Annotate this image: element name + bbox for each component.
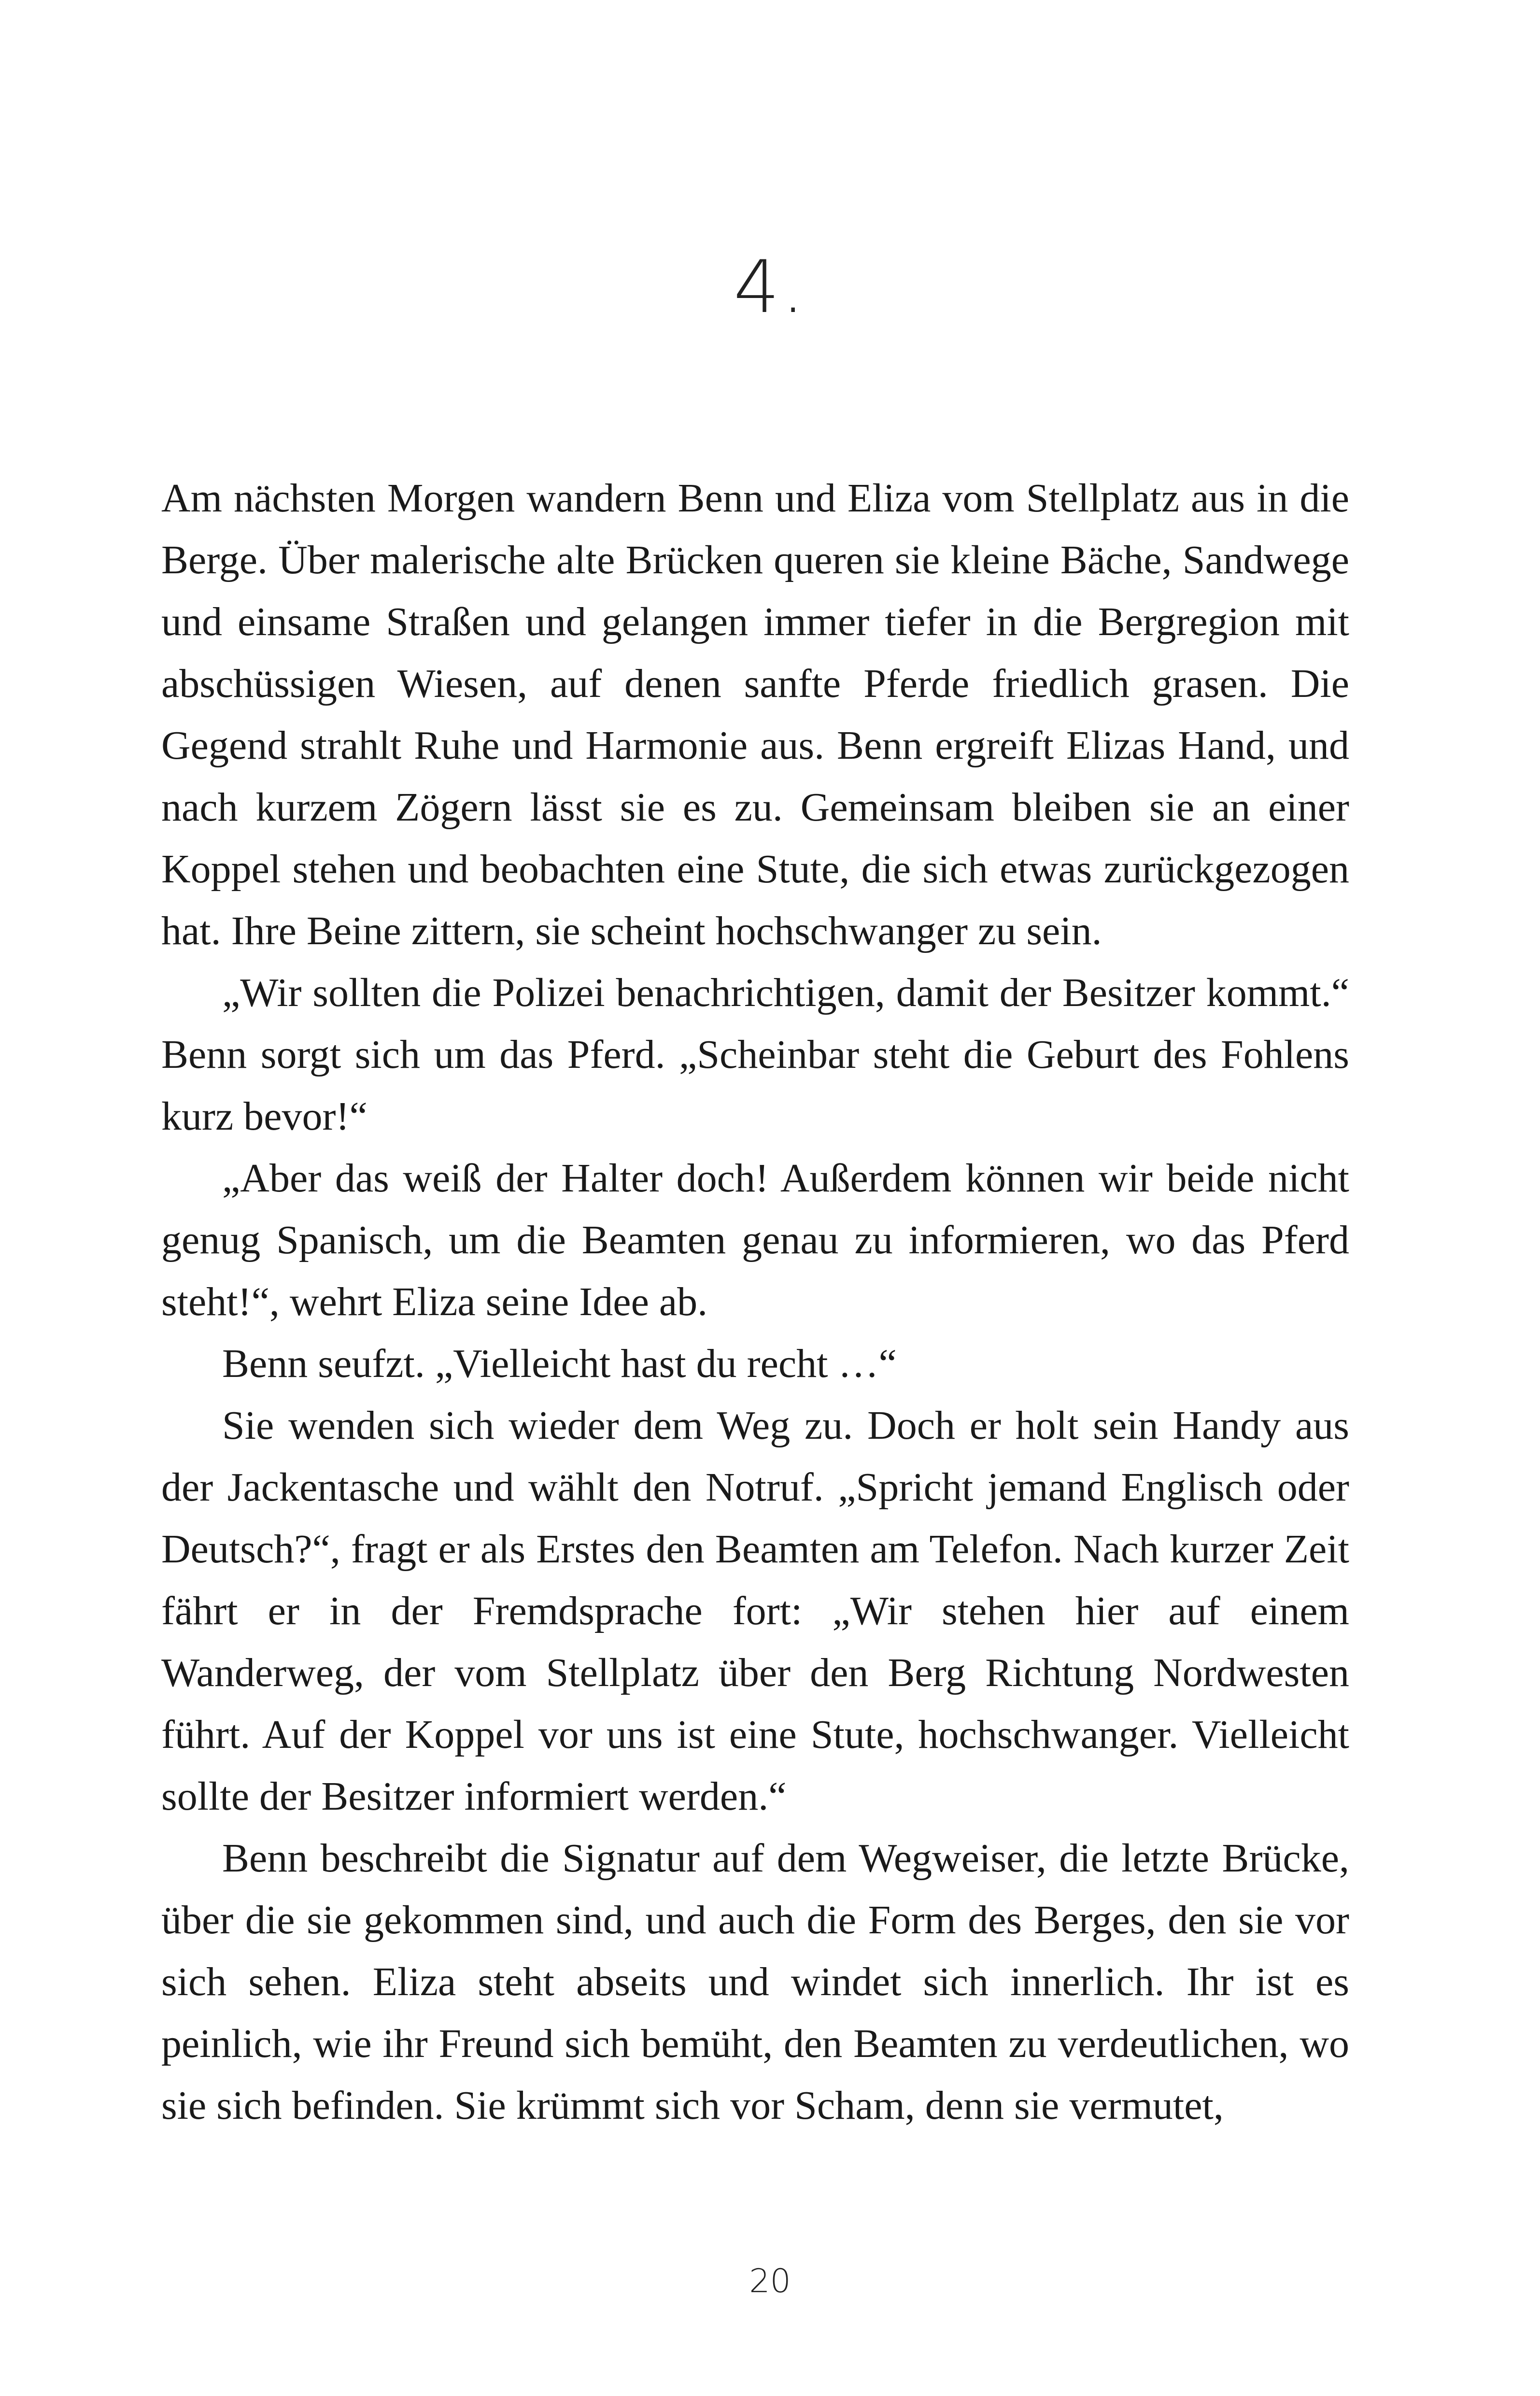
paragraph-1: Am nächsten Morgen wandern Benn und Eliza vom Stellplatz aus in die Berge. Über malerische alte Brücken queren sie kleine Bäche, Sandwege und einsame Straßen und gelangen immer tiefer in die Bergregion mit abschüssigen Wiesen, auf denen sanfte Pferde friedlich grasen. Die Gegend strahlt Ruhe und Harmonie aus. Benn ergreift Elizas Hand, und nach kurzem Zögern lässt sie es zu. Gemeinsam bleiben sie an einer Koppel stehen und beobachten eine Stute, die sich etwas zurückgezogen hat. Ihre Beine zittern, sie scheint hochschwanger zu sein. [161, 476, 1349, 953]
body-text [161, 468, 1349, 2137]
chapter-number: 4. [733, 245, 807, 329]
paragraph-5: Sie wenden sich wieder dem Weg zu. Doch er holt sein Handy aus der Jackentasche und wählt den Notruf. „Spricht jemand Englisch oder Deutsch?“, fragt er als Erstes den Beamten am Telefon. Nach kurzer Zeit fährt er in der Fremdsprache fort: „Wir stehen hier auf einem Wanderweg, der vom Stellplatz über den Berg Richtung Nordwesten führt. Auf der Koppel vor uns ist eine Stute, hochschwanger. Vielleicht sollte der Besitzer informiert werden.“ [161, 1403, 1349, 1819]
paragraph-4: Benn seufzt. „Vielleicht hast du recht …“ [222, 1341, 897, 1386]
page-number: 20 [749, 2262, 791, 2300]
paragraph-2: „Wir sollten die Polizei benachrichtigen, damit der Besitzer kommt.“ Benn sorgt sich um das Pferd. „Scheinbar steht die Geburt des Fohlens kurz bevor!“ [161, 970, 1349, 1139]
paragraph-3: „Aber das weiß der Halter doch! Außerdem können wir beide nicht genug Spanisch, um die Beamten genau zu informieren, wo das Pferd steht!“, wehrt Eliza seine Idee ab. [161, 1156, 1349, 1324]
paragraph-6: Benn beschreibt die Signatur auf dem Wegweiser, die letzte Brücke, über die sie gekommen sind, und auch die Form des Berges, den sie vor sich sehen. Eliza steht abseits und windet sich innerlich. Ihr ist es peinlich, wie ihr Freund sich bemüht, den Beamten zu verdeutlichen, wo sie sich befinden. Sie krümmt sich vor Scham, denn sie vermutet, [161, 1836, 1349, 2128]
